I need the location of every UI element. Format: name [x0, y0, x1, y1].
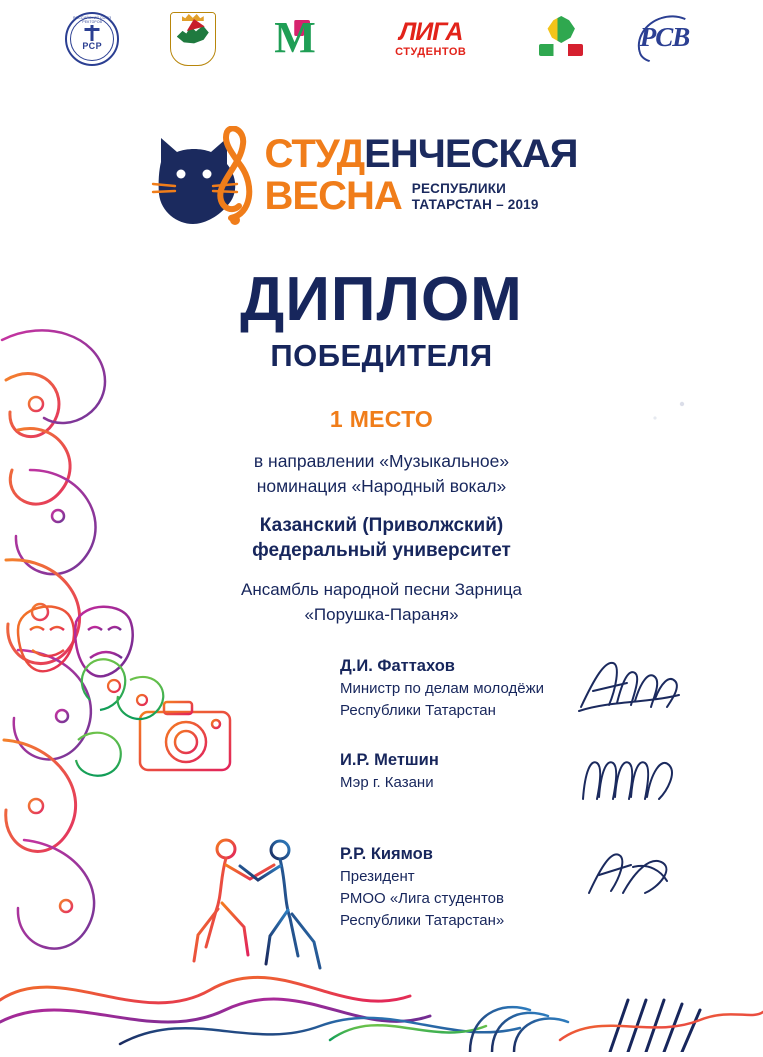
signatory-title-line2: Республики Татарстан: [340, 702, 496, 719]
handwritten-signature-icon: [575, 845, 685, 901]
signatory-title-line1: Министр по делам молодёжи: [340, 680, 544, 697]
diploma-place: 1 МЕСТО: [329, 406, 434, 432]
signatory-title-line3: Республики Татарстан»: [340, 912, 505, 929]
sponsor-logo-strip: [0, 8, 763, 70]
diploma-direction-line2: номинация «Народный вокал»: [256, 476, 507, 496]
logo-rsr-label: РСР: [82, 41, 103, 51]
diploma-subtitle: ПОБЕДИТЕЛЯ: [270, 338, 493, 373]
logo-rsv-label: РСВ: [639, 22, 690, 52]
signatory-name: И.Р. Метшин: [340, 751, 439, 769]
signature-entry: [0, 843, 763, 931]
festival-logo: [0, 120, 763, 240]
festival-word-rest: ЕНЧЕСКАЯ: [364, 132, 578, 176]
logo-rsv: [636, 11, 698, 67]
logo-ministry-m-label: М: [274, 13, 316, 62]
signature-entry: [0, 655, 763, 727]
handwritten-signature-icon: [575, 657, 685, 713]
signatory-title-line1: Президент: [340, 868, 415, 885]
diploma-work-line1: Ансамбль народной песни Зарница: [240, 580, 523, 599]
logo-ministry-m: [266, 11, 324, 67]
logo-rsr: [65, 11, 119, 67]
diploma-organization-line1: Казанский (Приволжский): [259, 515, 504, 536]
diploma-title: ДИПЛОМ: [240, 265, 523, 334]
diploma-work-line2: «Порушка-Параня»: [304, 605, 459, 624]
diploma-organization-line2: федеральный университет: [252, 540, 511, 561]
logo-liga-studentov: [375, 11, 487, 67]
festival-wordmark: [265, 134, 578, 216]
signatory-name: Р.Р. Киямов: [340, 845, 433, 863]
diploma-direction-line1: в направлении «Музыкальное»: [253, 451, 510, 471]
diploma-main-content: [0, 265, 763, 627]
festival-word-highlight: СТУД: [264, 132, 365, 176]
logo-kazan-coat-of-arms: [170, 11, 216, 67]
festival-subtitle-line2: ТАТАРСТАН – 2019: [411, 197, 539, 212]
signatory-name: Д.И. Фаттахов: [340, 657, 455, 675]
signatory-title-line1: Мэр г. Казани: [340, 774, 434, 791]
logo-rsr-caption: РОССИЙСКИЙ СОЮЗ РЕКТОРОВ: [73, 16, 112, 24]
handwritten-signature-icon: [575, 751, 685, 807]
signature-entry: [0, 749, 763, 821]
logo-liga-label-bottom: СТУДЕНТОВ: [395, 46, 467, 58]
signature-block: [0, 655, 763, 945]
logo-liga-label-top: ЛИГА: [399, 18, 463, 46]
festival-word-second: ВЕСНА: [264, 174, 402, 218]
festival-subtitle-line1: РЕСПУБЛИКИ: [411, 181, 507, 196]
logo-tatarstan-emblem: [537, 11, 585, 67]
cat-treble-clef-icon: [147, 126, 262, 234]
signatory-title-line2: РМОО «Лига студентов: [340, 890, 504, 907]
